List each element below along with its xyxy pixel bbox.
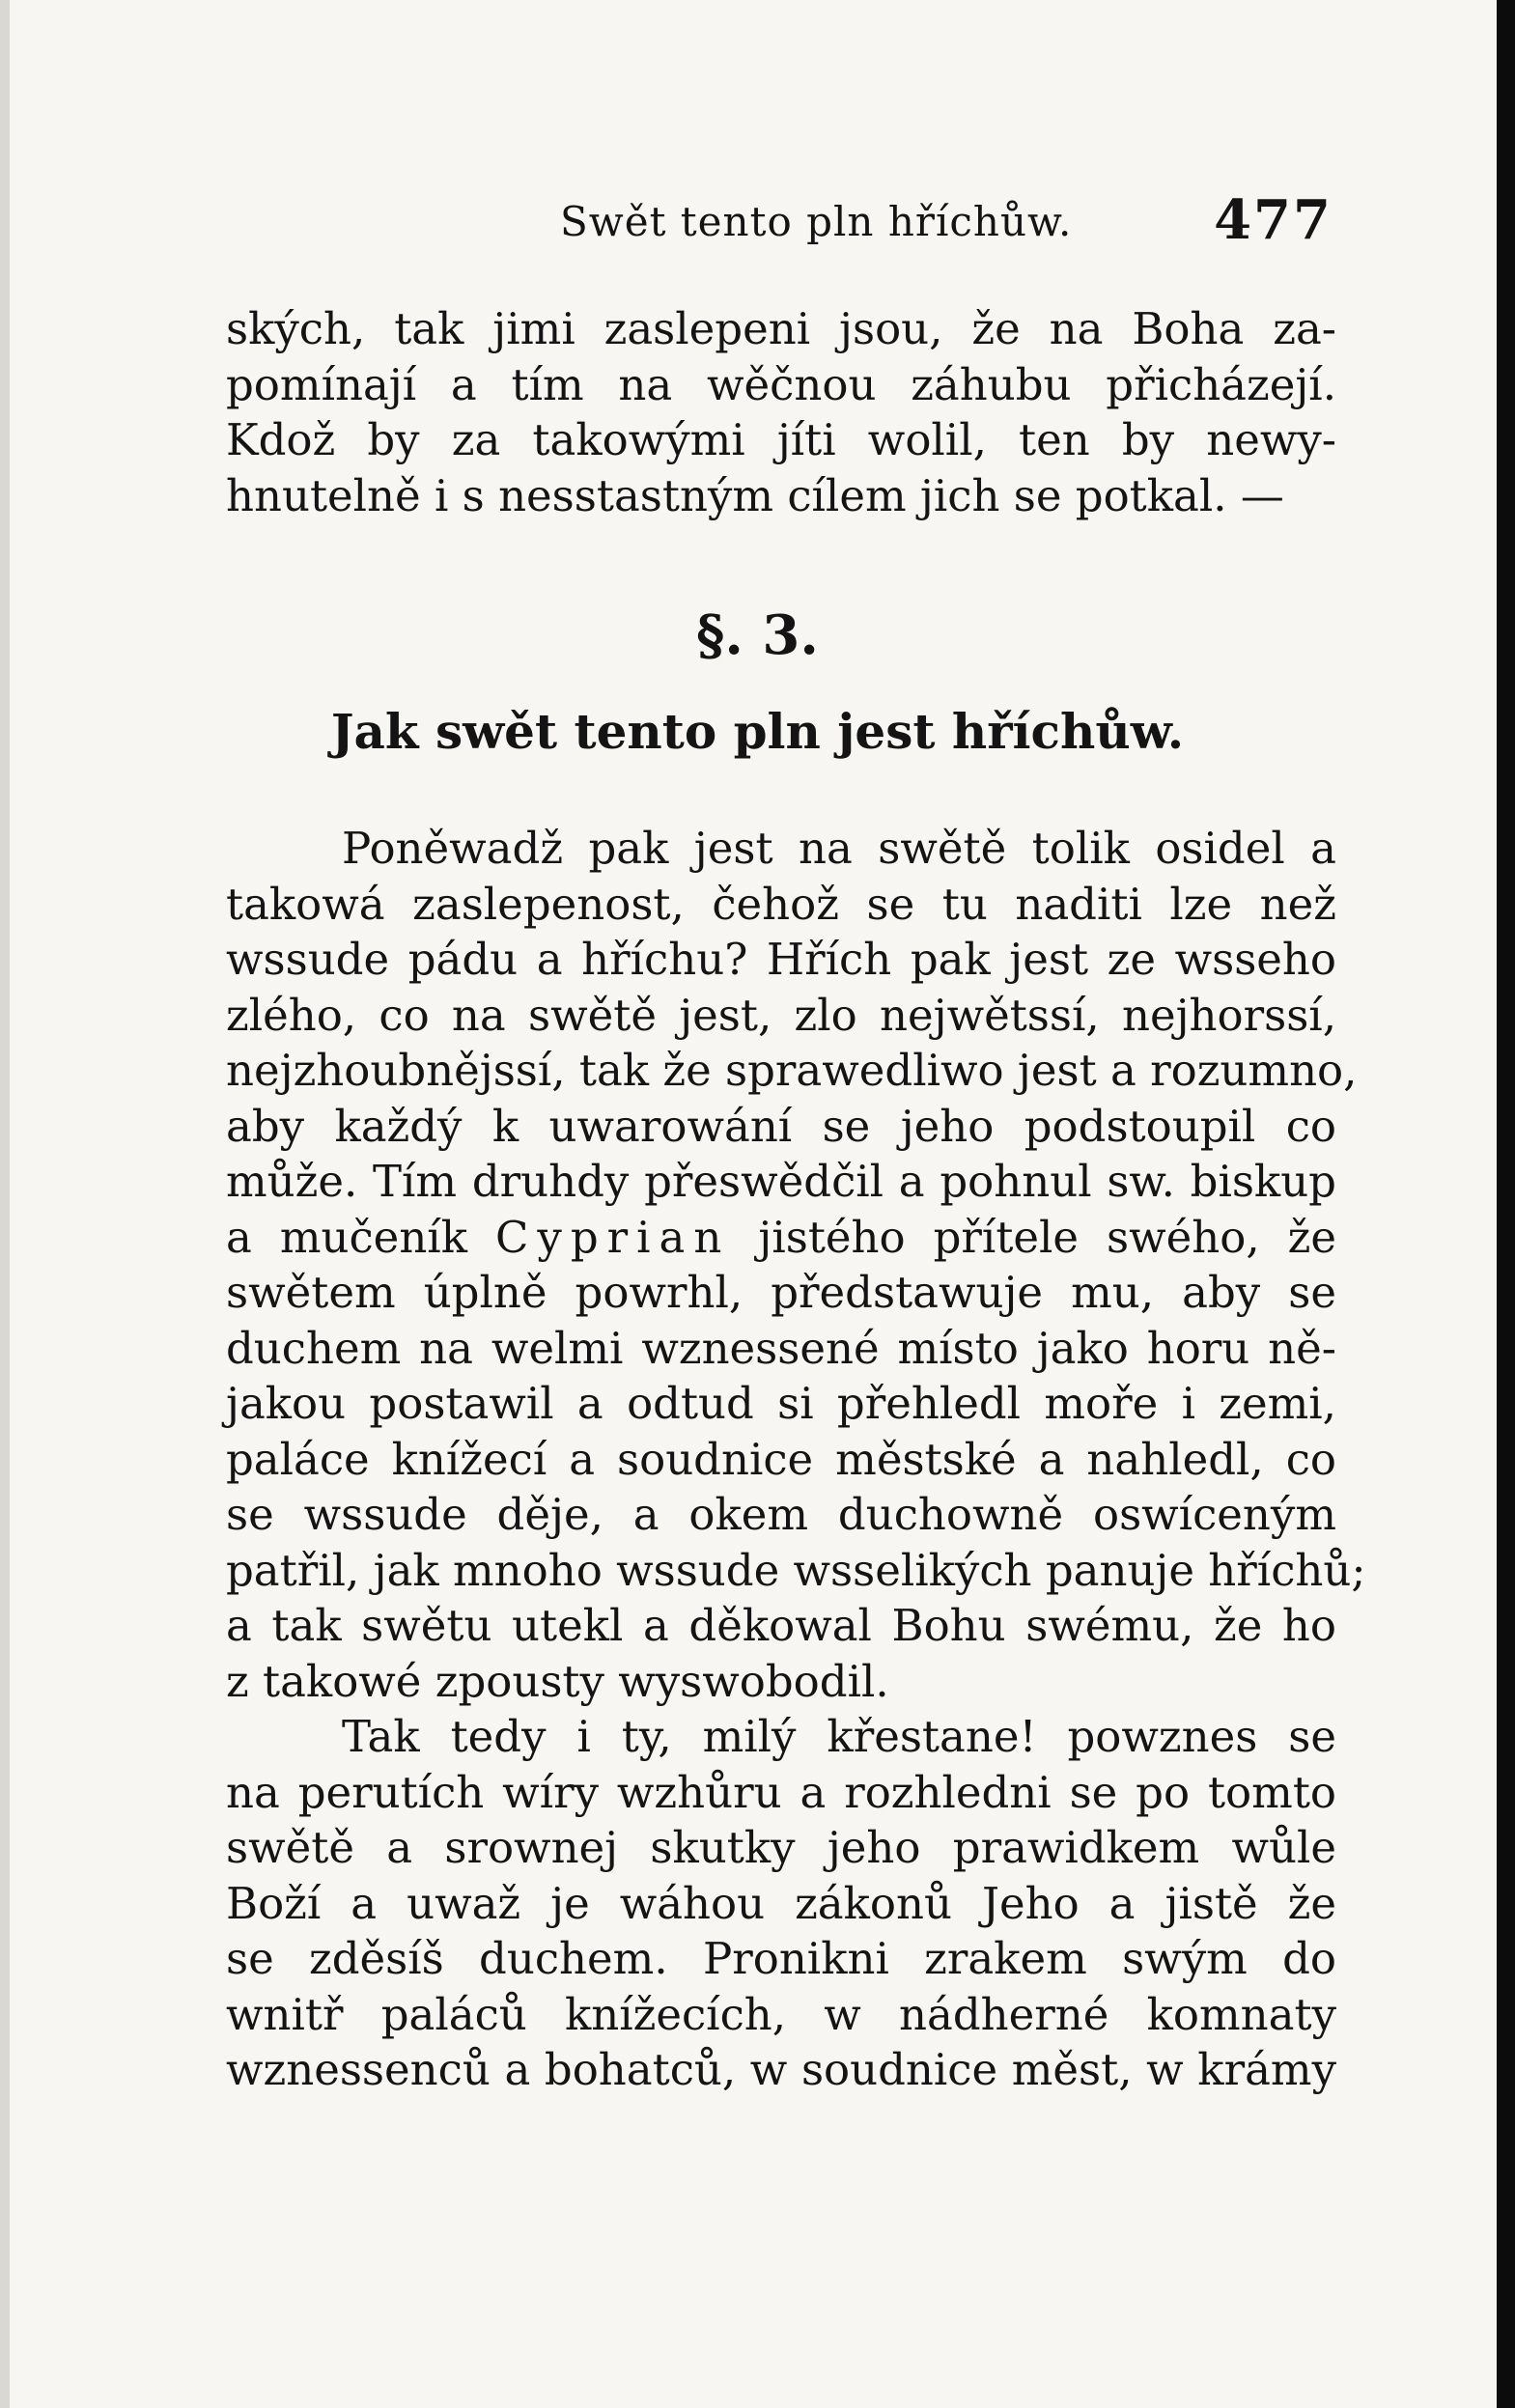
text-line: wnitř paláců knížecích, w nádherné komnaty xyxy=(226,1988,1336,2040)
text-line: Boží a uwaž je wáhou zákonů Jeho a jistě že xyxy=(226,1877,1336,1929)
text-line: jakou postawil a odtud si přehledl moře i zemi, xyxy=(226,1378,1336,1429)
running-head: Swět tento pln hříchůw. xyxy=(560,198,1073,245)
text-fragment: a mučeník xyxy=(226,1211,467,1263)
page-left-shadow xyxy=(0,0,10,2408)
section-number: §. 3. xyxy=(696,603,819,667)
page-number: 477 xyxy=(1214,188,1333,252)
text-line: Kdož by za takowými jíti wolil, ten by newy- xyxy=(226,414,1336,465)
text-line: ských, tak jimi zaslepeni jsou, že na Boha za- xyxy=(226,303,1336,354)
text-line: a tak swětu utekl a děkowal Bohu swému, že ho xyxy=(226,1600,1336,1651)
text-line: z takowé zpousty wyswobodil. xyxy=(226,1655,889,1707)
page-header xyxy=(222,188,1333,256)
text-line: wznessenců a bohatců, w soudnice měst, w krámy xyxy=(226,2044,1336,2095)
text-line: wssude pádu a hříchu? Hřích pak jest ze wsseho xyxy=(226,934,1336,985)
text-line xyxy=(226,1210,1336,1266)
text-line: se wssude děje, a okem duchowně oswíceným xyxy=(226,1489,1336,1540)
paragraph-continued xyxy=(226,301,1336,523)
text-line: paláce knížecí a soudnice městské a nahledl, co xyxy=(226,1433,1336,1485)
text-line: patřil, jak mnoho wssude wsselikých panuje hříchů; xyxy=(226,1544,1366,1596)
text-line: takowá zaslepenost, čehož se tu naditi lze než xyxy=(226,878,1336,930)
section-title: Jak swět tento pln jest hříchůw. xyxy=(330,703,1185,760)
text-fragment: jistého přítele swého, že xyxy=(758,1211,1337,1263)
text-line: aby každý k uwarowání se jeho podstoupil co xyxy=(226,1100,1336,1152)
text-line: Poněwadž pak jest na swětě tolik osidel a xyxy=(342,823,1336,874)
text-line: duchem na welmi wznessené místo jako horu ně- xyxy=(226,1322,1336,1374)
scan-right-edge xyxy=(1497,0,1515,2408)
text-line: se zděsíš duchem. Pronikni zrakem swým do xyxy=(226,1933,1336,1984)
text-line: zlého, co na swětě jest, zlo nejwětssí, nejhorssí, xyxy=(226,989,1336,1041)
text-line: hnutelně i s nesstastným cílem jich se potkal. — xyxy=(226,469,1284,521)
text-line: pomínají a tím na wěčnou záhubu přicházejí. xyxy=(226,358,1336,410)
text-line: může. Tím druhdy přeswědčil a pohnul sw. biskup xyxy=(226,1156,1336,1207)
text-line: swětě a srownej skutky jeho prawidkem wůle xyxy=(226,1822,1336,1873)
text-line: nejzhoubnějssí, tak že sprawedliwo jest a rozumno, xyxy=(226,1045,1358,1096)
text-line: na perutích wíry wzhůru a rozhledni se po tomto xyxy=(226,1766,1336,1818)
section-body xyxy=(226,821,1366,2098)
text-line: swětem úplně powrhl, předstawuje mu, aby se xyxy=(226,1267,1336,1318)
text-line: Tak tedy i ty, milý křestane! powznes se xyxy=(342,1711,1336,1762)
name-cyprian: Cyprian xyxy=(494,1211,731,1263)
